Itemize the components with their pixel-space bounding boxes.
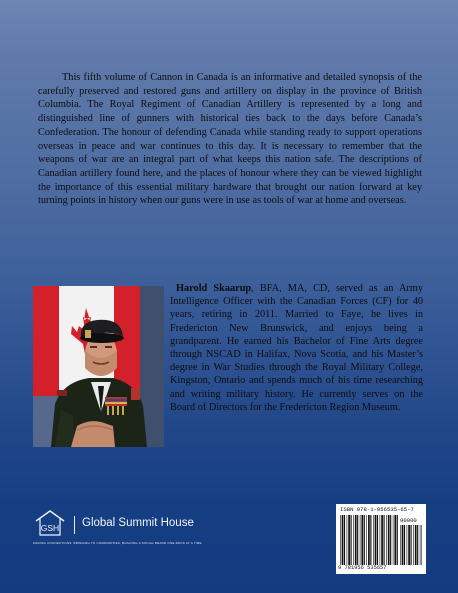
publisher-house-logo-icon bbox=[33, 508, 67, 538]
author-portrait-illustration bbox=[33, 286, 164, 447]
barcode-bar bbox=[404, 525, 405, 565]
barcode-bar bbox=[397, 515, 398, 565]
barcode-bar bbox=[364, 515, 365, 565]
barcode-bar bbox=[386, 515, 387, 565]
author-photo bbox=[33, 286, 164, 447]
barcode-bar bbox=[393, 515, 394, 565]
barcode-bar bbox=[361, 515, 363, 565]
author-bio-text: , BFA, MA, CD, served as an Army Intelligence Officer with the Canadian Forces (CF) for 40 years, retiring in 2011. Married to Faye, he lives in Fredericton New Brunswick, and enjoys being a grandparent. He earned his Bachelor of Fine Arts degree through NSCAD in Halifax, Nova Scotia, and his Master’s degree in War Studies through the Royal Military College, Kingston, Ontario and spends much of his time researching and writing military history. He currently serves on the Board of Directors for the Fredericton Region Museum. bbox=[170, 283, 423, 413]
publisher-block bbox=[33, 508, 263, 568]
isbn-barcode bbox=[336, 504, 426, 574]
publisher-logo-text: GSH bbox=[40, 523, 60, 533]
barcode-bar bbox=[344, 515, 345, 565]
barcode-bar bbox=[380, 515, 381, 565]
barcode-bars-graphic bbox=[340, 515, 398, 565]
price-code: 90000 bbox=[400, 517, 417, 524]
barcode-bar bbox=[351, 515, 352, 565]
barcode-bar bbox=[368, 515, 370, 565]
barcode-bar bbox=[381, 515, 383, 565]
author-bio bbox=[170, 282, 423, 414]
barcode-bar bbox=[357, 515, 358, 565]
barcode-bar bbox=[353, 515, 354, 565]
barcode-bar bbox=[347, 515, 348, 565]
barcode-bar bbox=[415, 525, 417, 565]
publisher-divider bbox=[74, 516, 75, 534]
barcode-bar bbox=[360, 515, 361, 565]
publisher-name: Global Summit House bbox=[82, 517, 194, 529]
barcode-bar bbox=[413, 525, 414, 565]
barcode-bar bbox=[342, 515, 344, 565]
isbn-number: ISBN 978-1-956535-65-7 bbox=[340, 506, 414, 513]
barcode-bar bbox=[373, 515, 374, 565]
price-barcode-bars-graphic bbox=[400, 525, 422, 565]
barcode-bar bbox=[400, 525, 401, 565]
barcode-bar bbox=[340, 515, 341, 565]
barcode-bar bbox=[417, 525, 418, 565]
barcode-bar bbox=[402, 525, 404, 565]
book-synopsis: This fifth volume of Cannon in Canada is an informative and detailed synopsis of the carefully preserved and restored guns and artillery on display in the province of British Columbia. The Royal Regiment of Canadian Artillery is represented by a long and distinguished line of gunners with historical ties back to the days before Canada’s Confederation. The honour of defending Canada while standing ready to support operations overseas in peace and war continues to this day. It is necessary to remember that the weapons of war are an integral part of what keeps this nation safe. The descriptions of Canadian artillery found here, and the places of honour where they can be viewed highlight the importance of this essential military hardware that brought our nation forward at key turning points in history when our guns were in use as tools of war at home and overseas. bbox=[38, 72, 422, 207]
barcode-bar bbox=[408, 525, 410, 565]
barcode-bar bbox=[355, 515, 357, 565]
barcode-bar bbox=[388, 515, 390, 565]
author-name: Harold Skaarup bbox=[176, 283, 252, 294]
barcode-bar bbox=[366, 515, 367, 565]
barcode-bar bbox=[348, 515, 350, 565]
barcode-bar bbox=[384, 515, 385, 565]
barcode-bar bbox=[377, 515, 378, 565]
barcode-bar bbox=[411, 525, 412, 565]
barcode-bar bbox=[390, 515, 391, 565]
barcode-bar bbox=[407, 525, 408, 565]
barcode-bar bbox=[394, 515, 396, 565]
barcode-bar bbox=[420, 525, 421, 565]
barcode-bar bbox=[370, 515, 371, 565]
barcode-bar bbox=[375, 515, 377, 565]
barcode-digits: 9 781956 535657 bbox=[338, 565, 387, 571]
publisher-tagline: MAKING CONNECTIONS: BRINGING TO COMMUNITIES, BUILDING A SOCIAL BRAND ONE BOOK AT A TIME bbox=[33, 541, 202, 545]
barcode-bar bbox=[421, 525, 422, 565]
